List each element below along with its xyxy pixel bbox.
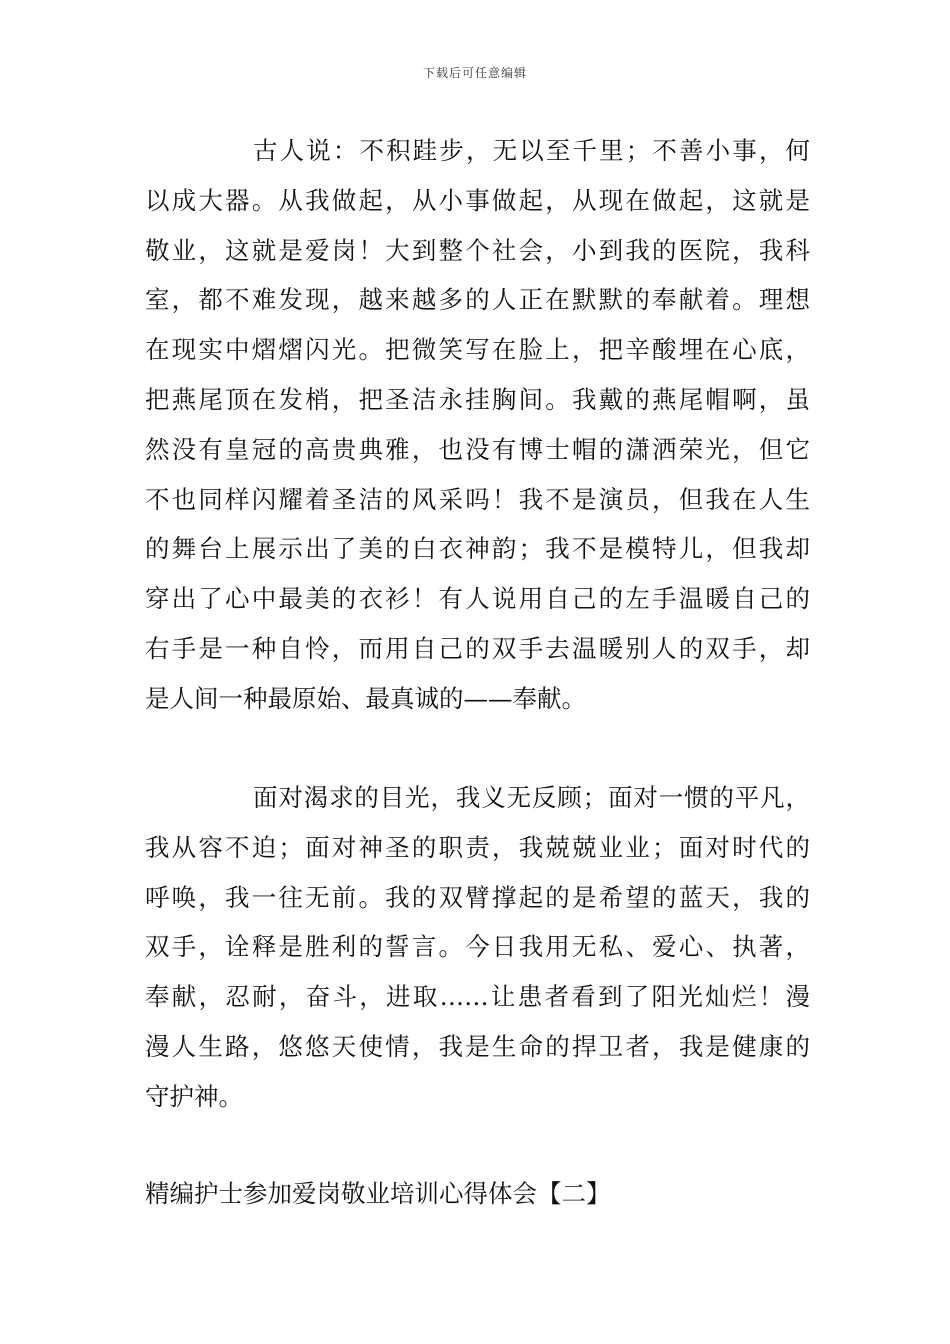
paragraph-line: 双手，诠释是胜利的誓言。今日我用无私、爱心、执著， <box>145 932 810 962</box>
paragraph-line: 面对渴求的目光，我义无反顾；面对一惯的平凡， <box>253 783 810 812</box>
paragraph-line: 把燕尾顶在发梢，把圣洁永挂胸间。我戴的燕尾帽啊，虽 <box>145 384 810 414</box>
paragraph-line: 室，都不难发现，越来越多的人正在默默的奉献着。理想 <box>145 285 810 315</box>
paragraph-1 <box>145 126 810 724</box>
paragraph-line: 的舞台上展示出了美的白衣神韵；我不是模特儿，但我却 <box>145 534 810 564</box>
paragraph-line: 不也同样闪耀着圣洁的风采吗！我不是演员，但我在人生 <box>145 484 810 514</box>
paragraph-line: 我从容不迫；面对神圣的职责，我兢兢业业；面对时代的 <box>145 832 810 862</box>
paragraph-2 <box>145 773 810 1122</box>
section-heading: 精编护士参加爱岗敬业培训心得体会【二】 <box>145 1179 611 1208</box>
paragraph-line: 以成大器。从我做起，从小事做起，从现在做起，这就是 <box>145 185 810 215</box>
header-note: 下载后可任意编辑 <box>422 66 527 80</box>
paragraph-line: 然没有皇冠的高贵典雅，也没有博士帽的潇洒荣光，但它 <box>145 434 810 464</box>
paragraph-line: 呼唤，我一往无前。我的双臂撑起的是希望的蓝天，我的 <box>145 882 810 912</box>
paragraph-line: 是人间一种最原始、最真诚的——奉献。 <box>145 683 586 713</box>
paragraph-line: 穿出了心中最美的衣衫！有人说用自己的左手温暖自己的 <box>145 584 810 614</box>
paragraph-line: 敬业，这就是爱岗！大到整个社会，小到我的医院，我科 <box>145 235 810 265</box>
paragraph-line: 右手是一种自怜，而用自己的双手去温暖别人的双手，却 <box>145 633 810 663</box>
paragraph-line: 守护神。 <box>145 1081 243 1111</box>
paragraph-line: 古人说：不积跬步，无以至千里；不善小事，何 <box>253 136 810 165</box>
paragraph-line: 在现实中熠熠闪光。把微笑写在脸上，把辛酸埋在心底， <box>145 335 810 365</box>
paragraph-line: 漫人生路，悠悠天使情，我是生命的捍卫者，我是健康的 <box>145 1031 810 1061</box>
paragraph-line: 奉献，忍耐，奋斗，进取……让患者看到了阳光灿烂！漫 <box>145 982 810 1012</box>
